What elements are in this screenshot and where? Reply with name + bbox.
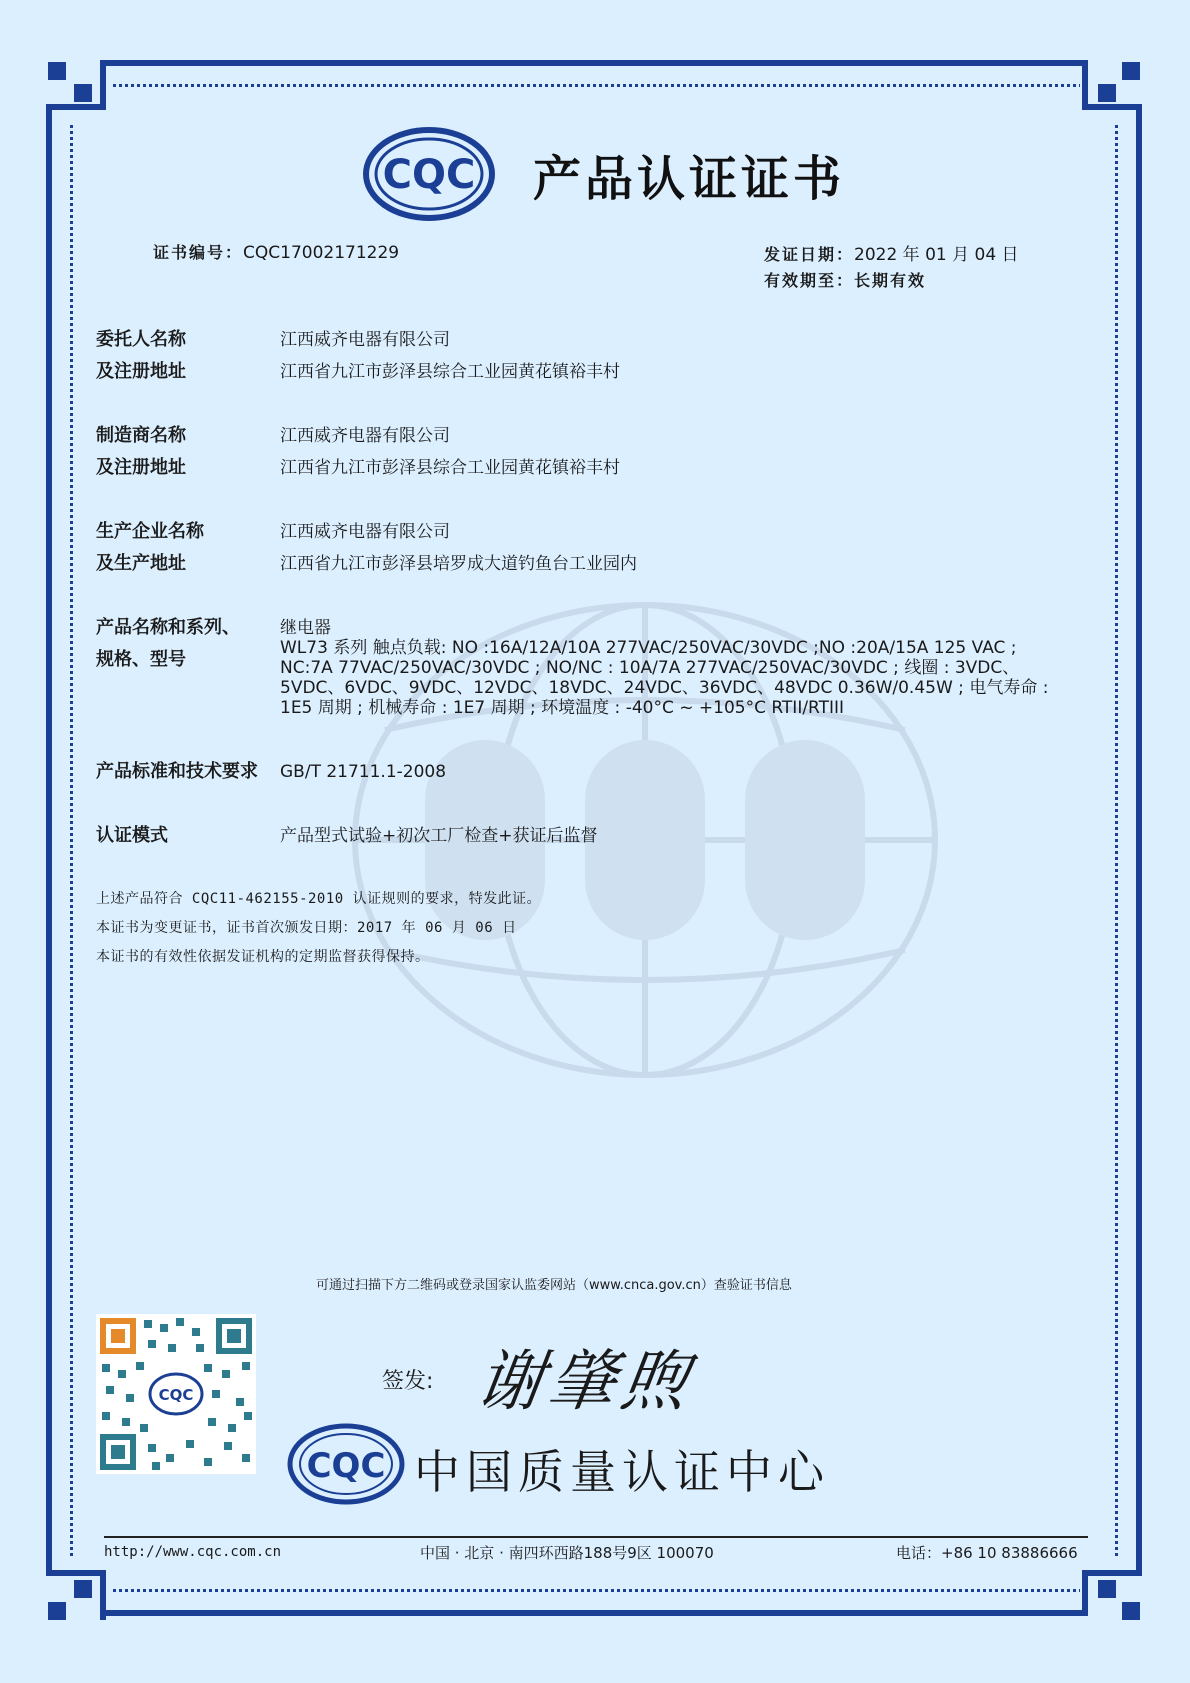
signature-label: 签发: — [382, 1369, 434, 1394]
footer-phone: 电话：+86 10 83886666 — [896, 1544, 1078, 1562]
svg-text:CQC: CQC — [158, 1386, 194, 1404]
qr-code[interactable] — [96, 1314, 256, 1474]
factory-name: 江西威齐电器有限公司 — [280, 522, 450, 542]
footer-divider — [104, 1536, 1088, 1538]
maker-address: 江西省九江市彭泽县综合工业园黄花镇裕丰村 — [280, 458, 620, 478]
client-address: 江西省九江市彭泽县综合工业园黄花镇裕丰村 — [280, 362, 620, 382]
cqc-org-logo-icon — [286, 1422, 406, 1506]
note-line: 上述产品符合 CQC11-462155-2010 认证规则的要求，特发此证。 — [96, 891, 542, 907]
note-line: 本证书的有效性依据发证机构的定期监督获得保持。 — [96, 949, 430, 965]
verify-text: 可通过扫描下方二维码或登录国家认监委网站（www.cnca.gov.cn）查验证书信息 — [316, 1278, 792, 1293]
product-spec-line: NC:7A 77VAC/250VAC/30VDC ; NO/NC : 10A/7A 277VAC/250VAC/30VDC ; 线圈 : 3VDC、 — [280, 658, 1020, 678]
org-name: 中国质量认证中心 — [414, 1445, 830, 1499]
maker-address-label: 及注册地址 — [96, 457, 186, 478]
product-specs — [280, 638, 1080, 718]
client-name-label: 委托人名称 — [96, 329, 186, 350]
product-name: 继电器 — [280, 618, 331, 638]
certificate-title: 产品认证证书 — [533, 151, 846, 207]
product-label-1: 产品名称和系列、 — [96, 617, 240, 638]
standard-value: GB/T 21711.1-2008 — [280, 762, 447, 782]
cert-mode-label: 认证模式 — [96, 825, 168, 846]
cqc-logo-icon — [362, 126, 496, 222]
product-spec-line: WL73 系列 触点负载: NO :16A/12A/10A 277VAC/250VAC/30VDC ;NO :20A/15A 125 VAC ; — [280, 638, 1017, 658]
maker-name-label: 制造商名称 — [96, 425, 186, 446]
client-name: 江西威齐电器有限公司 — [280, 330, 450, 350]
footer-website[interactable]: http://www.cqc.com.cn — [104, 1544, 282, 1560]
svg-text:CQC: CQC — [306, 1446, 386, 1486]
valid-until: 有效期至：长期有效 — [764, 271, 927, 290]
cert-mode: 产品型式试验+初次工厂检查+获证后监督 — [280, 826, 598, 846]
product-spec-line: 1E5 周期 ; 机械寿命 : 1E7 周期 ; 环境温度 : -40°C ~ +105°C RTII/RTIII — [280, 698, 845, 718]
product-label-2: 规格、型号 — [96, 649, 186, 670]
footer-address: 中国 · 北京 · 南四环西路188号9区 100070 — [420, 1544, 714, 1562]
product-spec-line: 5VDC、6VDC、9VDC、12VDC、18VDC、24VDC、36VDC、48VDC 0.36W/0.45W ; 电气寿命 : — [280, 678, 1049, 698]
standard-label: 产品标准和技术要求 — [96, 761, 258, 782]
issue-date: 发证日期：2022 年 01 月 04 日 — [764, 245, 1019, 265]
cert-number: 证书编号：CQC17002171229 — [153, 243, 400, 263]
note-line: 本证书为变更证书，证书首次颁发日期：2017 年 06 月 06 日 — [96, 920, 517, 936]
svg-text:CQC: CQC — [382, 152, 476, 198]
client-address-label: 及注册地址 — [96, 361, 186, 382]
factory-name-label: 生产企业名称 — [96, 521, 204, 542]
maker-name: 江西威齐电器有限公司 — [280, 426, 450, 446]
factory-address-label: 及生产地址 — [96, 553, 186, 574]
signature: 谢肇煦 — [471, 1343, 699, 1420]
factory-address: 江西省九江市彭泽县培罗成大道钓鱼台工业园内 — [280, 554, 637, 574]
